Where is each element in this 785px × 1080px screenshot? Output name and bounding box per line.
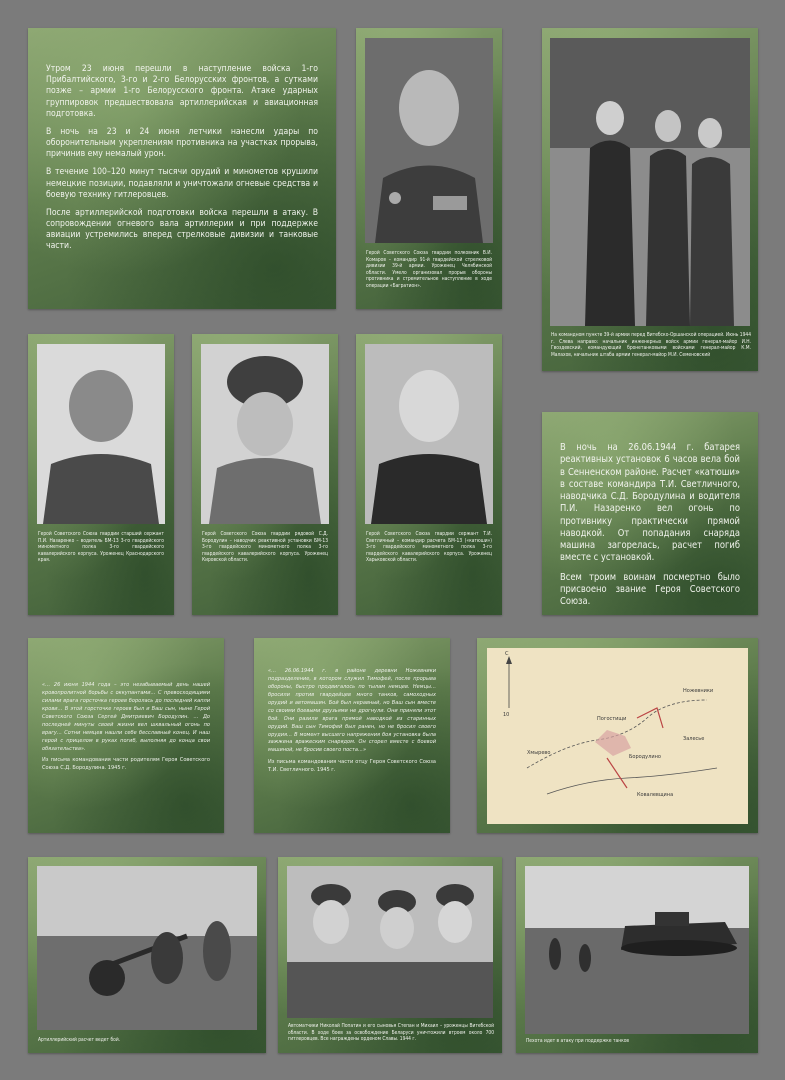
father-sons-photo [287,866,493,1018]
intro-paragraph: После артиллерийской подготовки войска перешли в атаку. В сопровождении огневого вала артиллерии и при поддержке авиации устремились вперед стрелковые дивизии и танковые части. [46,207,318,252]
command-post-caption: На командном пункте 39-й армии перед Витебско-Оршанской операцией. Июнь 1944 г. Слева направо: начальник инженерных войск армии генерал-майор И.Н. Гвоздевский, командующий бронетанковыми войсками генерал-майор К.М. Малахов, начальник штаба армии генерал-майор М.И. Семеновский [551,332,751,358]
battery-text-panel [542,412,758,615]
father-sons-caption: Автоматчики Николай Попатин и его сыновья Степан и Михаил – уроженцы Витебской области. В ходе боев за освобождение Беларуси уничтожили втроем около 700 гитлеровцев. Все награждены орденом Славы. 1944 г. [288,1023,494,1043]
map-label-khmyrevo: Хмырево [527,750,551,756]
nazarenko-panel [28,334,174,615]
command-post-panel [542,28,758,371]
map-label-north: С [505,651,509,657]
artillery-caption: Артиллерийский расчет ведет бой. [38,1037,121,1043]
svetlichny-letter-text: «… 26.06.1944 г. в районе деревни Ножевники подразделение, в котором служил Тимофей, после прорыва обороны, быстро продвигалось по тылам немцев. Немцы… бросили против гвардейцев много танков, самоходных орудий и автомашин. Бой был неравный, но Ваш сын вместе со своими боевыми друзьями не дрогнули. Они приняли этот бой. Они разили врага прямой наводкой из старинных орудий. Ваш сын Тимофей был ранен, но не бросил своего орудия… В момент высшего напряжения боя установка была зажжена вражеским снарядом. Он сгорел вместе с боевой машиной, не бросив своего поста…» [268,668,436,754]
artillery-photo [37,866,257,1030]
infantry-panel [516,857,758,1053]
intro-text-panel [28,28,336,309]
svetlichny-caption: Герой Советского Союза гвардии сержант Т.И. Светличный – командир расчета БМ-13 («катюши») 3-го гвардейского минометного полка 3-го гвардейского кавалерийского корпуса. Уроженец Харьковской области. [366,531,492,564]
map-label-borodulino: Бородулино [629,754,661,760]
map-label-zalesye: Залесье [683,736,705,742]
map-label-kovalevshchina: Ковалевщина [637,792,674,798]
map-label-scale: 10 [503,712,510,718]
komarov-panel [356,28,502,309]
map-label-pogostishchi: Погостищи [597,716,627,722]
intro-paragraph: Утром 23 июня перешли в наступление войска 1-го Прибалтийского, 3-го и 2-го Белорусских фронтов, а сутками позже – армии 1-го Белорусского фронта. Атаке ударных группировок предшествовала артиллерийская и авиационная подготовка. [46,64,318,119]
borodulin-letter-text: «… 26 июня 1944 года – это незабываемый день нашей кровопролитной борьбы с оккупантами… С превосходящими силами врага горсточка героев боролась до последней капли крови… В этой горсточке героев был и Ваш сын, ныне Герой Советского Союза Сергей Дмитриевич Бородулин. … До последней минуты своей жизни вел шквальный огонь по врагу… Сотни немцев нашли себе бесславный конец. И наш герой с прицелом в руках погиб, выполняя до конца свои обязательства». [42,682,210,752]
komarov-caption: Герой Советского Союза гвардии полковник В.И. Комаров – командир 91-й гвардейской стрелковой дивизии 39-й армии. Уроженец Челябинской области. Умело организовал прорыв обороны противника и стремительное наступление в ходе операции «Багратион». [366,250,492,290]
komarov-portrait [365,38,493,243]
svetlichny-letter-panel [254,638,450,833]
borodulin-panel [192,334,338,615]
intro-paragraph: В течение 100–120 минут тысячи орудий и минометов крушили немецкие позиции, подавляли и уничтожали огневые средства и боевую технику гитлеровцев. [46,167,318,200]
battery-paragraph: В ночь на 26.06.1944 г. батарея реактивных установок 6 часов вела бой в Сенненском районе. Расчет «катюши» в составе командира Т.И. Светличного, наводчика С.Д. Бородулина и водителя П.И. Назаренко вел огонь по противнику практически прямой наводкой. От попадания снаряда машина загорелась, расчет погиб вместе с установкой. [560,442,740,564]
father-sons-panel [278,857,502,1053]
command-post-photo [550,38,750,326]
borodulin-portrait [201,344,329,524]
map-label-nozhevniki: Ножевники [683,688,714,694]
nazarenko-portrait [37,344,165,524]
artillery-panel [28,857,266,1053]
svetlichny-panel [356,334,502,615]
infantry-caption: Пехота идет в атаку при поддержке танков [526,1038,630,1044]
svetlichny-portrait [365,344,493,524]
battle-map-panel [477,638,758,833]
borodulin-letter-panel [28,638,224,833]
battery-paragraph: Всем троим воинам посмертно было присвоено звание Героя Советского Союза. [560,571,740,608]
borodulin-letter-source: Из письма командования части родителям Героя Советского Союза С.Д. Бородулина. 1945 г. [42,757,210,772]
infantry-photo [525,866,749,1034]
nazarenko-caption: Герой Советского Союза гвардии старший сержант П.И. Назаренко – водитель БМ-13 3-го гвардейского минометного полка 3-го гвардейского кавалерийского корпуса. Уроженец Краснодарского края. [38,531,164,564]
battle-map [487,648,748,824]
borodulin-caption: Герой Советского Союза гвардии рядовой С.Д. Бородулин – наводчик реактивной установки БМ-13 3-го гвардейского минометного полка 3-го гвардейского кавалерийского корпуса. Уроженец Кировской области. [202,531,328,564]
svetlichny-letter-source: Из письма командования части отцу Героя Советского Союза Т.И. Светличного. 1945 г. [268,759,436,774]
intro-paragraph: В ночь на 23 и 24 июня летчики нанесли удары по оборонительным укреплениям противника на участках прорыва, причинив ему немалый урон. [46,126,318,160]
